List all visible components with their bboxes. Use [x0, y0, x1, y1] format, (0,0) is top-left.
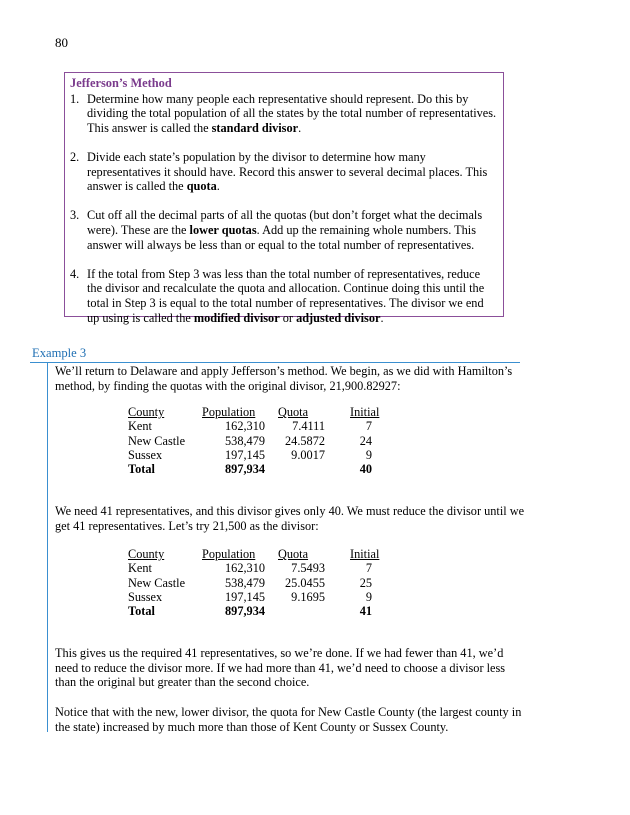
step-text-segment: .: [216, 179, 220, 194]
cell-total-initial: 41: [359, 604, 372, 619]
step-number: 1.: [70, 91, 80, 106]
step-text: [87, 267, 497, 325]
cell-county: Sussex: [128, 447, 163, 462]
step-text: [87, 92, 497, 136]
method-step: [70, 92, 497, 136]
table-header-row: [128, 405, 398, 419]
table-row: [128, 448, 398, 462]
cell-county: New Castle: [128, 433, 186, 448]
cell-population: 538,479: [225, 433, 265, 448]
cell-quota: 9.0017: [291, 447, 325, 462]
term-standard-divisor: standard divisor: [211, 120, 299, 135]
cell-county: Sussex: [128, 589, 163, 604]
header-county: County: [128, 547, 165, 561]
cell-county: Kent: [128, 561, 152, 576]
quota-table-original: [128, 405, 398, 476]
method-step: [70, 150, 497, 194]
jefferson-method-box: [64, 72, 504, 325]
header-initial: Initial: [350, 405, 380, 419]
cell-county: New Castle: [128, 575, 186, 590]
table-row: [128, 590, 398, 604]
example-label: Example 3: [32, 346, 87, 360]
step-text-segment: .: [298, 120, 302, 135]
cell-total-population: 897,934: [225, 462, 265, 477]
term-adjusted-divisor: adjusted divisor: [296, 310, 381, 325]
step-text: [87, 150, 497, 194]
header-county: County: [128, 405, 165, 419]
table-row: [128, 419, 398, 433]
cell-county: Kent: [128, 419, 152, 434]
cell-total-population: 897,934: [225, 604, 265, 619]
table-row: [128, 576, 398, 590]
cell-initial: 7: [365, 561, 372, 576]
cell-population: 197,145: [225, 447, 265, 462]
table-row: [128, 434, 398, 448]
cell-initial: 25: [359, 575, 372, 590]
table-total-row: [128, 604, 398, 618]
cell-quota: 25.0455: [285, 575, 325, 590]
header-quota: Quota: [278, 405, 309, 419]
example-paragraph: We need 41 representatives, and this divisor gives only 40. We must reduce the divisor until we get 41 representatives. Let’s try 21,500 as the divisor:: [55, 504, 525, 533]
step-text: [87, 208, 497, 252]
table-row: [128, 561, 398, 575]
step-number: 2.: [70, 149, 80, 164]
step-number: 4.: [70, 266, 80, 281]
method-steps: [70, 92, 497, 326]
header-quota: Quota: [278, 547, 309, 561]
example-top-rule: [30, 362, 520, 363]
step-text-segment: or: [279, 310, 297, 325]
step-text-segment: If the total from Step 3 was less than the total number of representatives, reduce the divisor and recalculate the quota and allocation. Continue doing this until the total in Step 3 is equal to the total number of representatives. The divisor we end up using is called the: [87, 266, 485, 325]
step-text-segment: Divide each state’s population by the divisor to determine how many representatives it should have. Record this answer to several decimal places. This answer is called the: [87, 149, 488, 194]
method-step: [70, 208, 497, 252]
cell-total-initial: 40: [359, 462, 372, 477]
cell-population: 162,310: [225, 419, 265, 434]
step-number: 3.: [70, 208, 80, 223]
cell-total-label: Total: [128, 604, 155, 619]
cell-population: 197,145: [225, 589, 265, 604]
term-modified-divisor: modified divisor: [193, 310, 280, 325]
cell-initial: 9: [365, 447, 372, 462]
cell-total-quota: [265, 604, 325, 618]
cell-quota: 7.4111: [292, 419, 325, 434]
page-number: 80: [55, 35, 68, 50]
cell-population: 162,310: [225, 561, 265, 576]
cell-initial: 9: [365, 589, 372, 604]
cell-quota: 7.5493: [291, 561, 325, 576]
term-lower-quotas: lower quotas: [189, 222, 257, 237]
example-paragraph: Notice that with the new, lower divisor, the quota for New Castle County (the largest county in the state) increased by much more than those of Kent County or Sussex County.: [55, 705, 522, 734]
example-paragraph: We’ll return to Delaware and apply Jefferson’s method. We begin, as we did with Hamilton’s method, by finding the quotas with the original divisor, 21,900.82927:: [55, 364, 513, 393]
step-text-segment: .: [380, 310, 384, 325]
cell-initial: 7: [365, 419, 372, 434]
table-total-row: [128, 462, 398, 476]
cell-quota: 9.1695: [291, 589, 325, 604]
header-population: Population: [202, 547, 256, 561]
header-initial: Initial: [350, 547, 380, 561]
quota-table-modified: [128, 547, 398, 618]
step-text-segment: Determine how many people each representative should represent. Do this by dividing the total population of all the states by the total number of representatives. This answer is called the: [87, 91, 497, 135]
step-text-segment: Cut off all the decimal parts of all the quotas (but don’t forget what the decimals were). These are the: [87, 208, 483, 237]
cell-total-quota: [265, 462, 325, 476]
example-side-rule: [47, 362, 48, 732]
cell-total-label: Total: [128, 462, 155, 477]
cell-quota: 24.5872: [285, 433, 325, 448]
method-title: Jefferson’s Method: [70, 76, 172, 90]
table-header-row: [128, 547, 398, 561]
example-paragraph: This gives us the required 41 representatives, so we’re done. If we had fewer than 41, we’d need to reduce the divisor more. If we had more than 41, we’d need to choose a divisor less than the original but greater than the second choice.: [55, 646, 506, 690]
term-quota: quota: [186, 179, 217, 194]
method-step: [70, 267, 497, 325]
header-population: Population: [202, 405, 256, 419]
step-text-segment: . Add up the remaining whole numbers. This answer will always be less than or equal to the total number of representatives.: [87, 222, 476, 252]
cell-population: 538,479: [225, 575, 265, 590]
cell-initial: 24: [359, 433, 372, 448]
